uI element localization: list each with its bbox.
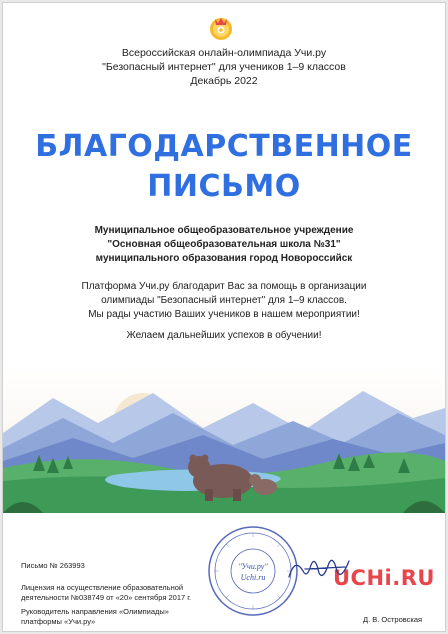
message-line1: Платформа Учи.ру благодарит Вас за помощь в организации: [81, 281, 367, 292]
head-title-line2: платформы «Учи.ру»: [21, 617, 96, 626]
head-title-line1: Руководитель направления «Олимпиады»: [21, 607, 169, 616]
certificate-title-line1: БЛАГОДАРСТВЕННОЕ: [35, 129, 413, 164]
license-line2: деятельности №038749 от «20» сентября 2017 г.: [21, 593, 192, 602]
recipient-line2: "Основная общеобразовательная школа №31": [107, 239, 341, 250]
recipient-line1: Муниципальное общеобразовательное учреждение: [94, 225, 354, 236]
license-line1: Лицензия на осуществление образовательной: [21, 583, 184, 592]
signatory-name: Д. В. Островская: [363, 615, 423, 624]
uchi-ru-logo: UCHi.RU: [333, 566, 435, 590]
landscape-illustration: [3, 363, 445, 513]
message-line2: олимпиады "Безопасный интернет" для 1–9 классов.: [101, 295, 347, 306]
olympiad-subtitle: "Безопасный интернет" для учеников 1–9 классов: [102, 61, 346, 73]
message-line3: Мы рады участию Ваших учеников в нашем мероприятии!: [88, 309, 360, 320]
closing-wish: Желаем дальнейших успехов в обучении!: [126, 330, 322, 341]
olympiad-date: Декабрь 2022: [190, 75, 258, 87]
stamp-latin: Uchi.ru: [240, 573, 266, 582]
letter-number: Письмо № 263993: [21, 561, 85, 570]
certificate-title-line2: ПИСЬМО: [147, 169, 301, 204]
olympiad-name: Всероссийская онлайн-олимпиада Учи.ру: [121, 47, 327, 59]
olympiad-medal-icon: [208, 15, 234, 41]
recipient-line3: муниципального образования город Новороссийск: [95, 253, 353, 264]
certificate-page: [2, 2, 446, 632]
stamp-name: "Учи.ру": [238, 562, 268, 571]
handwritten-signature: [285, 551, 357, 587]
